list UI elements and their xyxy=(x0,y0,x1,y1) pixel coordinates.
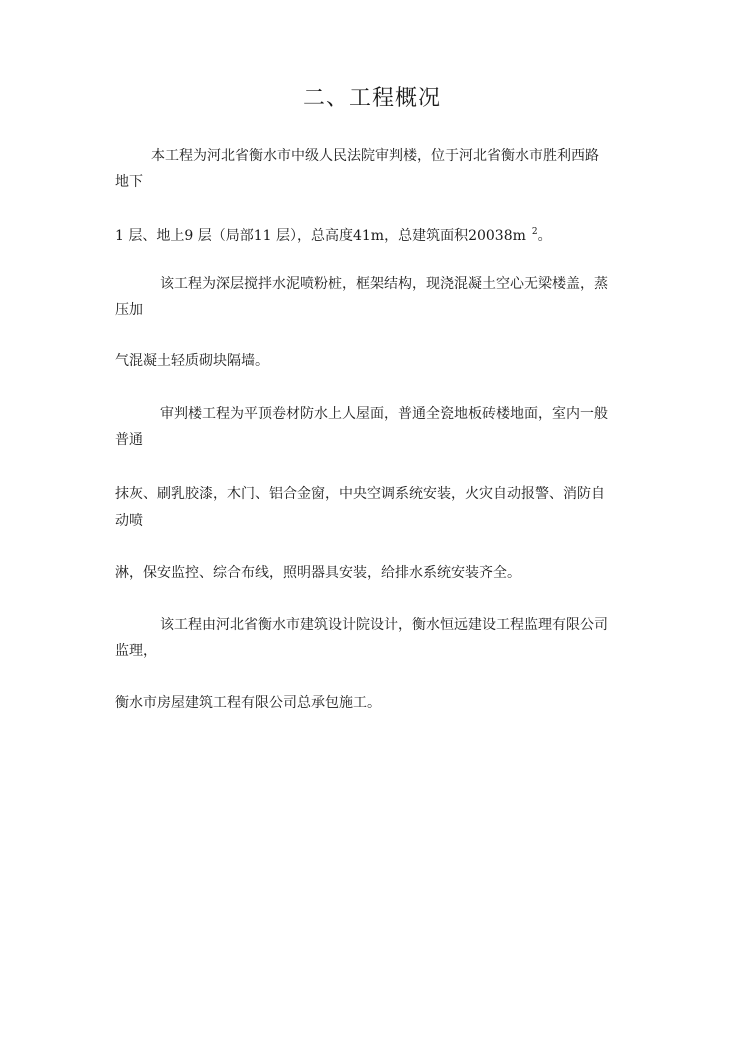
paragraph-1-line-2: 地下 xyxy=(115,174,143,190)
paragraph-9-line: 衡水市房屋建筑工程有限公司总承包施工。 xyxy=(115,695,381,711)
paragraph-3-line-1: 该工程为深层搅拌水泥喷粉桩，框架结构，现浇混凝土空心无梁楼盖，蒸 xyxy=(160,276,608,292)
area-unit-superscript: 2 xyxy=(531,227,538,237)
paragraph-8-line-1: 该工程由河北省衡水市建筑设计院设计，衡水恒远建设工程监理有限公司 xyxy=(160,617,608,633)
paragraph-5-line-2: 普通 xyxy=(115,432,143,448)
paragraph-2-end: 。 xyxy=(537,228,552,244)
paragraph-7-line: 淋，保安监控、综合布线，照明器具安装，给排水系统安装齐全。 xyxy=(115,565,521,581)
paragraph-5-line-1: 审判楼工程为平顶卷材防水上人屋面，普通全瓷地板砖楼地面，室内一般 xyxy=(160,406,608,422)
paragraph-6-line-1: 抹灰、刷乳胶漆，木门、铝合金窗，中央空调系统安装，火灾自动报警、消防自 xyxy=(115,486,605,502)
paragraph-8-line-2: 监理， xyxy=(115,643,157,659)
paragraph-4-line: 气混凝土轻质砌块隔墙。 xyxy=(115,353,269,369)
paragraph-2-text: 1 层、地上9 层（局部11 层），总高度41m，总建筑面积20038m xyxy=(115,228,526,244)
paragraph-6-line-2: 动喷 xyxy=(115,513,143,529)
paragraph-1-line-1: 本工程为河北省衡水市中级人民法院审判楼，位于河北省衡水市胜利西路 xyxy=(151,148,599,164)
paragraph-3-line-2: 压加 xyxy=(115,302,143,318)
paragraph-2-line xyxy=(115,222,635,246)
page-title: 二、工程概况 xyxy=(302,86,441,111)
